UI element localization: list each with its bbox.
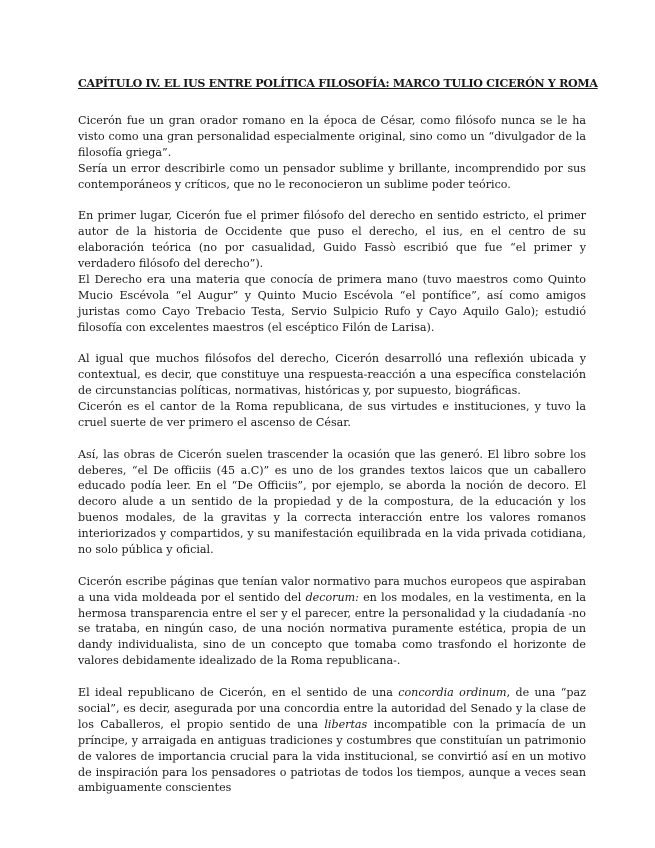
text-segment: Cicerón escribe páginas que tenían valor normativo para muchos europeos que aspiraban a una vida moldeada por el sentido del [78,574,586,604]
chapter-title: CAPÍTULO IV. EL IUS ENTRE POLÍTICA FILOSOFÍA: MARCO TULIO CICERÓN Y ROMA [78,77,598,90]
italic-term-libertas: libertas [324,717,368,731]
paragraph-6 [78,685,586,796]
document-page [78,76,598,812]
paragraph-4 [78,447,586,558]
paragraph-3 [78,351,586,431]
paragraph-text: El Derecho era una materia que conocía de primera mano (tuvo maestros como Quinto Mucio Escévola “el Augur” y Quinto Mucio Escévola “el pontífice”, así como amigos juristas como Cayo Trebacio Testa, Servio Sulpicio Rufo y Cayo Aquilo Galo); estudió filosofía con excelentes maestros (el escéptico Filón de Larisa). [78,272,586,334]
italic-term-concordia-ordinum: concordia ordinum [398,685,507,699]
paragraph-5 [78,574,586,669]
paragraph-text [78,574,586,669]
paragraph-text: Cicerón fue un gran orador romano en la época de César, como filósofo nunca se le ha visto como una gran personalidad especialmente original, sino como un “divulgador de la filosofía griega”. [78,113,586,159]
text-segment: El ideal republicano de Cicerón, en el sentido de una [78,685,399,699]
paragraph-text: Sería un error describirle como un pensador sublime y brillante, incomprendido por sus contemporáneos y críticos, que no le reconocieron un sublime poder teórico. [78,161,586,191]
paragraph-text: Así, las obras de Cicerón suelen trascender la ocasión que las generó. El libro sobre los deberes, “el De officiis (45 a.C)” es uno de los grandes textos laicos que un caballero educado podía leer. En el “De Officiis”, por ejemplo, se aborda la noción de decoro. El decoro alude a un sentido de la propiedad y de la compostura, de la educación y los buenos modales, de la gravitas y la correcta interacción entre los valores romanos interiorizados y compartidos, y su manifestación equilibrada en la vida privada cotidiana, no solo pública y oficial. [78,447,586,557]
text-segment: en los modales, en la vestimenta, en la hermosa transparencia entre el ser y el parecer, entre la personalidad y la ciudadanía -no se trataba, en ningún caso, de una noción normativa puramente estética, propia de un dandy individualista, sino de un concepto que tomaba como trasfondo el horizonte de valores debidamente idealizado de la Roma republicana-. [78,590,586,668]
italic-term-decorum: decorum: [305,590,359,604]
paragraph-text [78,685,586,796]
paragraph-1 [78,113,586,193]
paragraph-text: Cicerón es el cantor de la Roma republicana, de sus virtudes e instituciones, y tuvo la cruel suerte de ver primero el ascenso de César. [78,400,586,429]
text-segment: , de una “paz social”, es decir, asegurada por una concordia entre la autoridad del Senado y la clase de los Caballeros, el propio sentido de una [78,685,586,731]
paragraph-text: Al igual que muchos filósofos del derecho, Cicerón desarrolló una reflexión ubicada y contextual, es decir, que constituye una respuesta-reacción a una específica constelación de circunstancias políticas, normativas, históricas y, por supuesto, biográficas. [78,352,586,398]
text-segment: incompatible con la primacía de un príncipe, y arraigada en antiguas tradiciones y costumbres que constituían un patrimonio de valores de importancia crucial para la vida institucional, se convirtió así en un motivo de inspiración para los pensadores o patriotas de todos los tiempos, aunque a veces sean ambiguamente conscientes [78,717,586,795]
paragraph-2 [78,208,586,335]
paragraph-text: En primer lugar, Cicerón fue el primer filósofo del derecho en sentido estricto, el primer autor de la historia de Occidente que puso el derecho, el ius, en el centro de su elaboración teórica (no por casualidad, Guido Fassò escribió que fue “el primer y verdadero filósofo del derecho”). [78,209,586,270]
